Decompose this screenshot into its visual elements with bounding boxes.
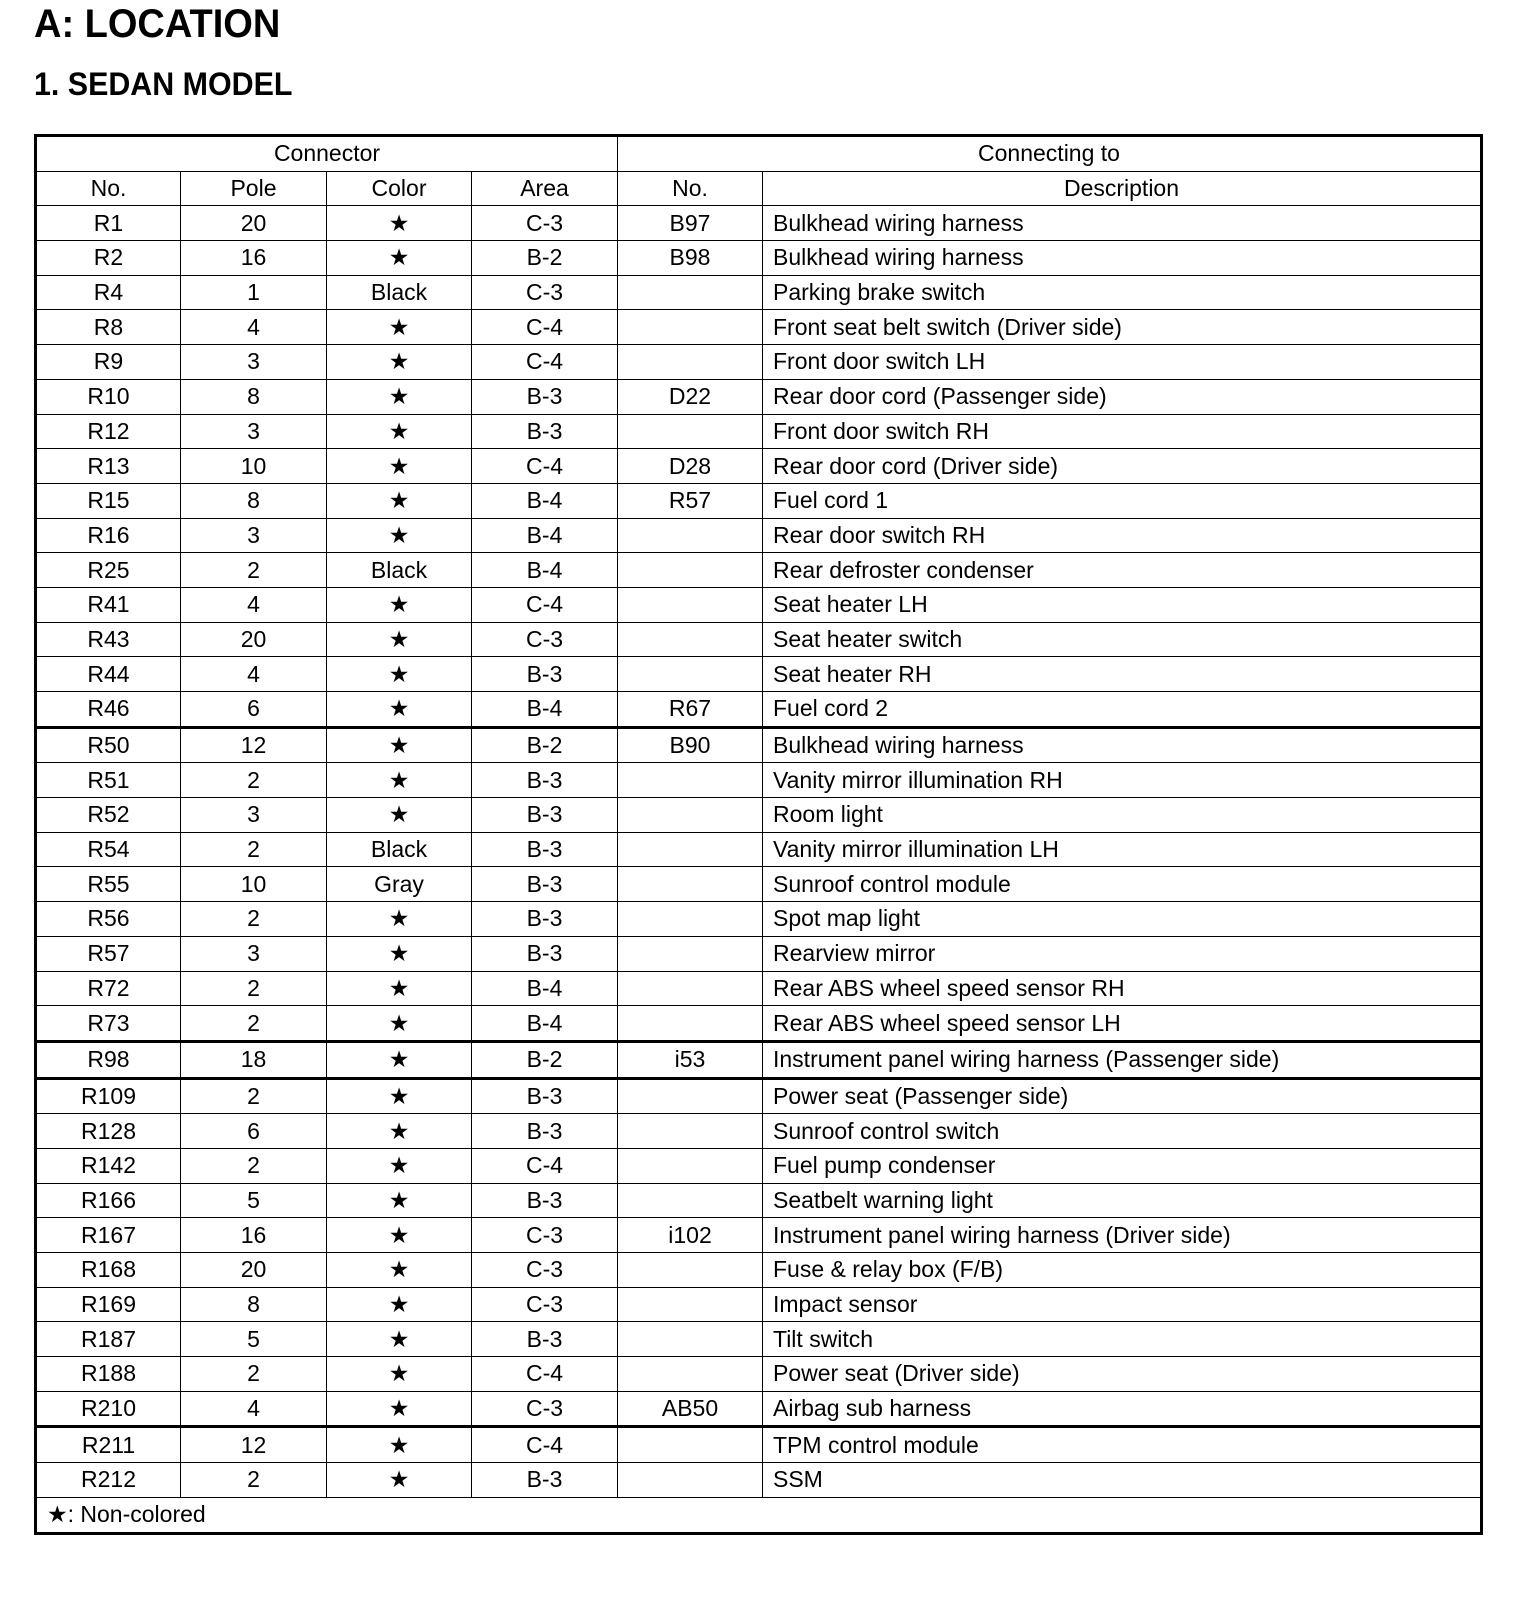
description-cell: Rear door switch RH	[763, 518, 1482, 553]
connecting-no-cell: B90	[618, 727, 763, 763]
connector-no-cell: R210	[36, 1391, 181, 1427]
connector-no-cell: R55	[36, 867, 181, 902]
pole-cell: 4	[181, 657, 327, 692]
connector-no-cell: R51	[36, 763, 181, 798]
description-cell: Fuel cord 1	[763, 483, 1482, 518]
connecting-no-cell	[618, 553, 763, 588]
area-cell: B-4	[472, 553, 618, 588]
color-cell: ★	[327, 483, 472, 518]
connector-no-cell: R54	[36, 832, 181, 867]
area-cell: B-2	[472, 1041, 618, 1078]
connector-no-cell: R57	[36, 936, 181, 971]
description-cell: Power seat (Driver side)	[763, 1357, 1482, 1392]
table-row	[36, 1114, 1482, 1149]
table-row	[36, 587, 1482, 622]
color-cell: Black	[327, 832, 472, 867]
color-cell: Black	[327, 553, 472, 588]
connector-no-cell: R109	[36, 1078, 181, 1114]
area-cell: B-2	[472, 241, 618, 276]
area-cell: B-3	[472, 414, 618, 449]
footnote: ★: Non-colored	[36, 1497, 1482, 1533]
description-cell: Bulkhead wiring harness	[763, 241, 1482, 276]
group-header-connector: Connector	[36, 136, 618, 172]
connecting-no-cell	[618, 1183, 763, 1218]
table-row	[36, 1183, 1482, 1218]
table-row	[36, 483, 1482, 518]
area-cell: B-3	[472, 763, 618, 798]
description-cell: Front door switch LH	[763, 345, 1482, 380]
color-cell: ★	[327, 1114, 472, 1149]
description-cell: Power seat (Passenger side)	[763, 1078, 1482, 1114]
area-cell: C-3	[472, 275, 618, 310]
connecting-no-cell: B97	[618, 206, 763, 241]
area-cell: B-3	[472, 379, 618, 414]
pole-cell: 5	[181, 1183, 327, 1218]
description-cell: Seat heater LH	[763, 587, 1482, 622]
color-cell: ★	[327, 1253, 472, 1288]
table-row	[36, 1427, 1482, 1463]
table-row	[36, 657, 1482, 692]
pole-cell: 2	[181, 1357, 327, 1392]
connector-no-cell: R25	[36, 553, 181, 588]
pole-cell: 2	[181, 763, 327, 798]
connecting-no-cell: R67	[618, 692, 763, 728]
connecting-no-cell	[618, 971, 763, 1006]
table-row	[36, 1391, 1482, 1427]
connector-no-cell: R98	[36, 1041, 181, 1078]
color-cell: ★	[327, 1322, 472, 1357]
description-cell: Tilt switch	[763, 1322, 1482, 1357]
col-header-description: Description	[763, 171, 1482, 206]
area-cell: C-4	[472, 1427, 618, 1463]
color-cell: ★	[327, 1427, 472, 1463]
color-cell: ★	[327, 1287, 472, 1322]
pole-cell: 2	[181, 832, 327, 867]
connector-no-cell: R211	[36, 1427, 181, 1463]
pole-cell: 20	[181, 206, 327, 241]
connecting-no-cell	[618, 902, 763, 937]
table-row	[36, 310, 1482, 345]
area-cell: B-3	[472, 657, 618, 692]
description-cell: Vanity mirror illumination RH	[763, 763, 1482, 798]
color-cell: ★	[327, 936, 472, 971]
connecting-no-cell	[618, 832, 763, 867]
area-cell: B-3	[472, 1463, 618, 1498]
pole-cell: 6	[181, 692, 327, 728]
color-cell: ★	[327, 1148, 472, 1183]
area-cell: B-3	[472, 1322, 618, 1357]
connector-no-cell: R168	[36, 1253, 181, 1288]
connector-no-cell: R1	[36, 206, 181, 241]
connecting-no-cell	[618, 1287, 763, 1322]
description-cell: Bulkhead wiring harness	[763, 727, 1482, 763]
color-cell: ★	[327, 657, 472, 692]
area-cell: B-4	[472, 1006, 618, 1042]
connecting-no-cell	[618, 867, 763, 902]
description-cell: Front door switch RH	[763, 414, 1482, 449]
area-cell: C-4	[472, 310, 618, 345]
table-row	[36, 936, 1482, 971]
table-row	[36, 1006, 1482, 1042]
color-cell: ★	[327, 1078, 472, 1114]
table-row	[36, 345, 1482, 380]
color-cell: ★	[327, 310, 472, 345]
connector-no-cell: R4	[36, 275, 181, 310]
pole-cell: 2	[181, 553, 327, 588]
table-row	[36, 1078, 1482, 1114]
description-cell: Sunroof control module	[763, 867, 1482, 902]
group-header-connecting-to: Connecting to	[618, 136, 1482, 172]
table-row	[36, 1357, 1482, 1392]
description-cell: Rear ABS wheel speed sensor RH	[763, 971, 1482, 1006]
connector-table	[34, 134, 1483, 1535]
connector-no-cell: R44	[36, 657, 181, 692]
table-row	[36, 449, 1482, 484]
connecting-no-cell	[618, 1078, 763, 1114]
description-cell: Rear ABS wheel speed sensor LH	[763, 1006, 1482, 1042]
pole-cell: 5	[181, 1322, 327, 1357]
connecting-no-cell	[618, 798, 763, 833]
description-cell: Room light	[763, 798, 1482, 833]
color-cell: ★	[327, 692, 472, 728]
description-cell: Spot map light	[763, 902, 1482, 937]
pole-cell: 12	[181, 727, 327, 763]
color-cell: ★	[327, 206, 472, 241]
section-title: A: LOCATION	[34, 2, 281, 46]
description-cell: Rearview mirror	[763, 936, 1482, 971]
connecting-no-cell	[618, 763, 763, 798]
connecting-no-cell	[618, 414, 763, 449]
pole-cell: 4	[181, 587, 327, 622]
description-cell: Fuel cord 2	[763, 692, 1482, 728]
pole-cell: 4	[181, 1391, 327, 1427]
connector-no-cell: R188	[36, 1357, 181, 1392]
connector-no-cell: R43	[36, 622, 181, 657]
area-cell: B-4	[472, 483, 618, 518]
pole-cell: 3	[181, 345, 327, 380]
connector-no-cell: R72	[36, 971, 181, 1006]
connector-no-cell: R128	[36, 1114, 181, 1149]
table-row	[36, 902, 1482, 937]
connecting-no-cell	[618, 936, 763, 971]
area-cell: B-3	[472, 902, 618, 937]
column-header-row	[36, 171, 1482, 206]
pole-cell: 16	[181, 241, 327, 276]
description-cell: Parking brake switch	[763, 275, 1482, 310]
connecting-no-cell	[618, 1253, 763, 1288]
color-cell: ★	[327, 587, 472, 622]
connector-no-cell: R166	[36, 1183, 181, 1218]
description-cell: Airbag sub harness	[763, 1391, 1482, 1427]
pole-cell: 20	[181, 622, 327, 657]
connector-no-cell: R12	[36, 414, 181, 449]
connecting-no-cell: i53	[618, 1041, 763, 1078]
table-row	[36, 1253, 1482, 1288]
connector-no-cell: R52	[36, 798, 181, 833]
table-row	[36, 241, 1482, 276]
table-row	[36, 1041, 1482, 1078]
description-cell: SSM	[763, 1463, 1482, 1498]
pole-cell: 4	[181, 310, 327, 345]
pole-cell: 8	[181, 483, 327, 518]
table-row	[36, 275, 1482, 310]
connecting-no-cell	[618, 1427, 763, 1463]
area-cell: B-4	[472, 518, 618, 553]
pole-cell: 1	[181, 275, 327, 310]
pole-cell: 10	[181, 867, 327, 902]
color-cell: ★	[327, 763, 472, 798]
area-cell: C-4	[472, 1148, 618, 1183]
area-cell: B-4	[472, 971, 618, 1006]
footnote-row	[36, 1497, 1482, 1533]
connector-no-cell: R169	[36, 1287, 181, 1322]
color-cell: Black	[327, 275, 472, 310]
area-cell: B-3	[472, 798, 618, 833]
description-cell: Fuel pump condenser	[763, 1148, 1482, 1183]
color-cell: Gray	[327, 867, 472, 902]
table-row	[36, 1218, 1482, 1253]
color-cell: ★	[327, 798, 472, 833]
area-cell: C-4	[472, 449, 618, 484]
area-cell: B-3	[472, 832, 618, 867]
connector-no-cell: R10	[36, 379, 181, 414]
area-cell: B-3	[472, 1114, 618, 1149]
description-cell: Rear door cord (Passenger side)	[763, 379, 1482, 414]
connecting-no-cell	[618, 587, 763, 622]
description-cell: Front seat belt switch (Driver side)	[763, 310, 1482, 345]
color-cell: ★	[327, 1357, 472, 1392]
pole-cell: 2	[181, 1148, 327, 1183]
connecting-no-cell: B98	[618, 241, 763, 276]
color-cell: ★	[327, 1041, 472, 1078]
description-cell: Seat heater RH	[763, 657, 1482, 692]
connector-no-cell: R8	[36, 310, 181, 345]
connector-no-cell: R9	[36, 345, 181, 380]
connector-no-cell: R15	[36, 483, 181, 518]
area-cell: C-4	[472, 345, 618, 380]
area-cell: C-3	[472, 1391, 618, 1427]
color-cell: ★	[327, 1463, 472, 1498]
connector-no-cell: R2	[36, 241, 181, 276]
color-cell: ★	[327, 241, 472, 276]
description-cell: Bulkhead wiring harness	[763, 206, 1482, 241]
group-header-row	[36, 136, 1482, 172]
connector-no-cell: R56	[36, 902, 181, 937]
description-cell: Seatbelt warning light	[763, 1183, 1482, 1218]
col-header-color: Color	[327, 171, 472, 206]
color-cell: ★	[327, 1391, 472, 1427]
pole-cell: 2	[181, 1006, 327, 1042]
col-header-area: Area	[472, 171, 618, 206]
description-cell: Sunroof control switch	[763, 1114, 1482, 1149]
pole-cell: 2	[181, 1078, 327, 1114]
description-cell: Vanity mirror illumination LH	[763, 832, 1482, 867]
table-row	[36, 798, 1482, 833]
color-cell: ★	[327, 449, 472, 484]
connector-no-cell: R16	[36, 518, 181, 553]
table-row	[36, 1148, 1482, 1183]
color-cell: ★	[327, 345, 472, 380]
connecting-no-cell	[618, 1006, 763, 1042]
col-header-pole: Pole	[181, 171, 327, 206]
connector-no-cell: R73	[36, 1006, 181, 1042]
area-cell: C-4	[472, 587, 618, 622]
pole-cell: 3	[181, 414, 327, 449]
table-row	[36, 379, 1482, 414]
color-cell: ★	[327, 1218, 472, 1253]
pole-cell: 12	[181, 1427, 327, 1463]
table-row	[36, 692, 1482, 728]
description-cell: Rear defroster condenser	[763, 553, 1482, 588]
color-cell: ★	[327, 971, 472, 1006]
col-header-no: No.	[36, 171, 181, 206]
pole-cell: 8	[181, 1287, 327, 1322]
area-cell: C-3	[472, 1287, 618, 1322]
description-cell: Fuse & relay box (F/B)	[763, 1253, 1482, 1288]
description-cell: Instrument panel wiring harness (Driver side)	[763, 1218, 1482, 1253]
area-cell: C-3	[472, 206, 618, 241]
table-row	[36, 971, 1482, 1006]
connector-no-cell: R13	[36, 449, 181, 484]
table-row	[36, 1322, 1482, 1357]
pole-cell: 2	[181, 902, 327, 937]
table-row	[36, 414, 1482, 449]
connector-no-cell: R212	[36, 1463, 181, 1498]
connecting-no-cell	[618, 1148, 763, 1183]
description-cell: Instrument panel wiring harness (Passenger side)	[763, 1041, 1482, 1078]
connector-no-cell: R142	[36, 1148, 181, 1183]
table-row	[36, 1463, 1482, 1498]
table-row	[36, 867, 1482, 902]
connecting-no-cell: i102	[618, 1218, 763, 1253]
pole-cell: 18	[181, 1041, 327, 1078]
pole-cell: 3	[181, 936, 327, 971]
connecting-no-cell	[618, 518, 763, 553]
connecting-no-cell	[618, 1357, 763, 1392]
area-cell: C-3	[472, 1253, 618, 1288]
color-cell: ★	[327, 1006, 472, 1042]
description-cell: Rear door cord (Driver side)	[763, 449, 1482, 484]
pole-cell: 20	[181, 1253, 327, 1288]
connector-no-cell: R187	[36, 1322, 181, 1357]
pole-cell: 2	[181, 971, 327, 1006]
area-cell: B-3	[472, 1078, 618, 1114]
connecting-no-cell	[618, 1114, 763, 1149]
pole-cell: 3	[181, 798, 327, 833]
section-subtitle: 1. SEDAN MODEL	[34, 66, 293, 102]
connecting-no-cell	[618, 275, 763, 310]
table-row	[36, 832, 1482, 867]
connecting-no-cell	[618, 1322, 763, 1357]
col-header-connecting-no: No.	[618, 171, 763, 206]
connecting-no-cell	[618, 657, 763, 692]
area-cell: C-4	[472, 1357, 618, 1392]
color-cell: ★	[327, 414, 472, 449]
connecting-no-cell: D28	[618, 449, 763, 484]
color-cell: ★	[327, 379, 472, 414]
area-cell: B-4	[472, 692, 618, 728]
connector-no-cell: R41	[36, 587, 181, 622]
color-cell: ★	[327, 1183, 472, 1218]
connecting-no-cell: R57	[618, 483, 763, 518]
color-cell: ★	[327, 902, 472, 937]
table-row	[36, 763, 1482, 798]
connecting-no-cell	[618, 622, 763, 657]
connector-no-cell: R50	[36, 727, 181, 763]
color-cell: ★	[327, 727, 472, 763]
color-cell: ★	[327, 518, 472, 553]
connecting-no-cell: D22	[618, 379, 763, 414]
connector-no-cell: R167	[36, 1218, 181, 1253]
description-cell: TPM control module	[763, 1427, 1482, 1463]
area-cell: B-2	[472, 727, 618, 763]
area-cell: C-3	[472, 622, 618, 657]
color-cell: ★	[327, 622, 472, 657]
connecting-no-cell: AB50	[618, 1391, 763, 1427]
pole-cell: 3	[181, 518, 327, 553]
pole-cell: 6	[181, 1114, 327, 1149]
connecting-no-cell	[618, 310, 763, 345]
table-row	[36, 727, 1482, 763]
description-cell: Impact sensor	[763, 1287, 1482, 1322]
pole-cell: 2	[181, 1463, 327, 1498]
table-row	[36, 206, 1482, 241]
pole-cell: 8	[181, 379, 327, 414]
table-row	[36, 518, 1482, 553]
table-row	[36, 622, 1482, 657]
connector-no-cell: R46	[36, 692, 181, 728]
area-cell: B-3	[472, 867, 618, 902]
pole-cell: 16	[181, 1218, 327, 1253]
table-row	[36, 1287, 1482, 1322]
area-cell: B-3	[472, 936, 618, 971]
area-cell: C-3	[472, 1218, 618, 1253]
connecting-no-cell	[618, 345, 763, 380]
area-cell: B-3	[472, 1183, 618, 1218]
description-cell: Seat heater switch	[763, 622, 1482, 657]
pole-cell: 10	[181, 449, 327, 484]
connecting-no-cell	[618, 1463, 763, 1498]
table-row	[36, 553, 1482, 588]
